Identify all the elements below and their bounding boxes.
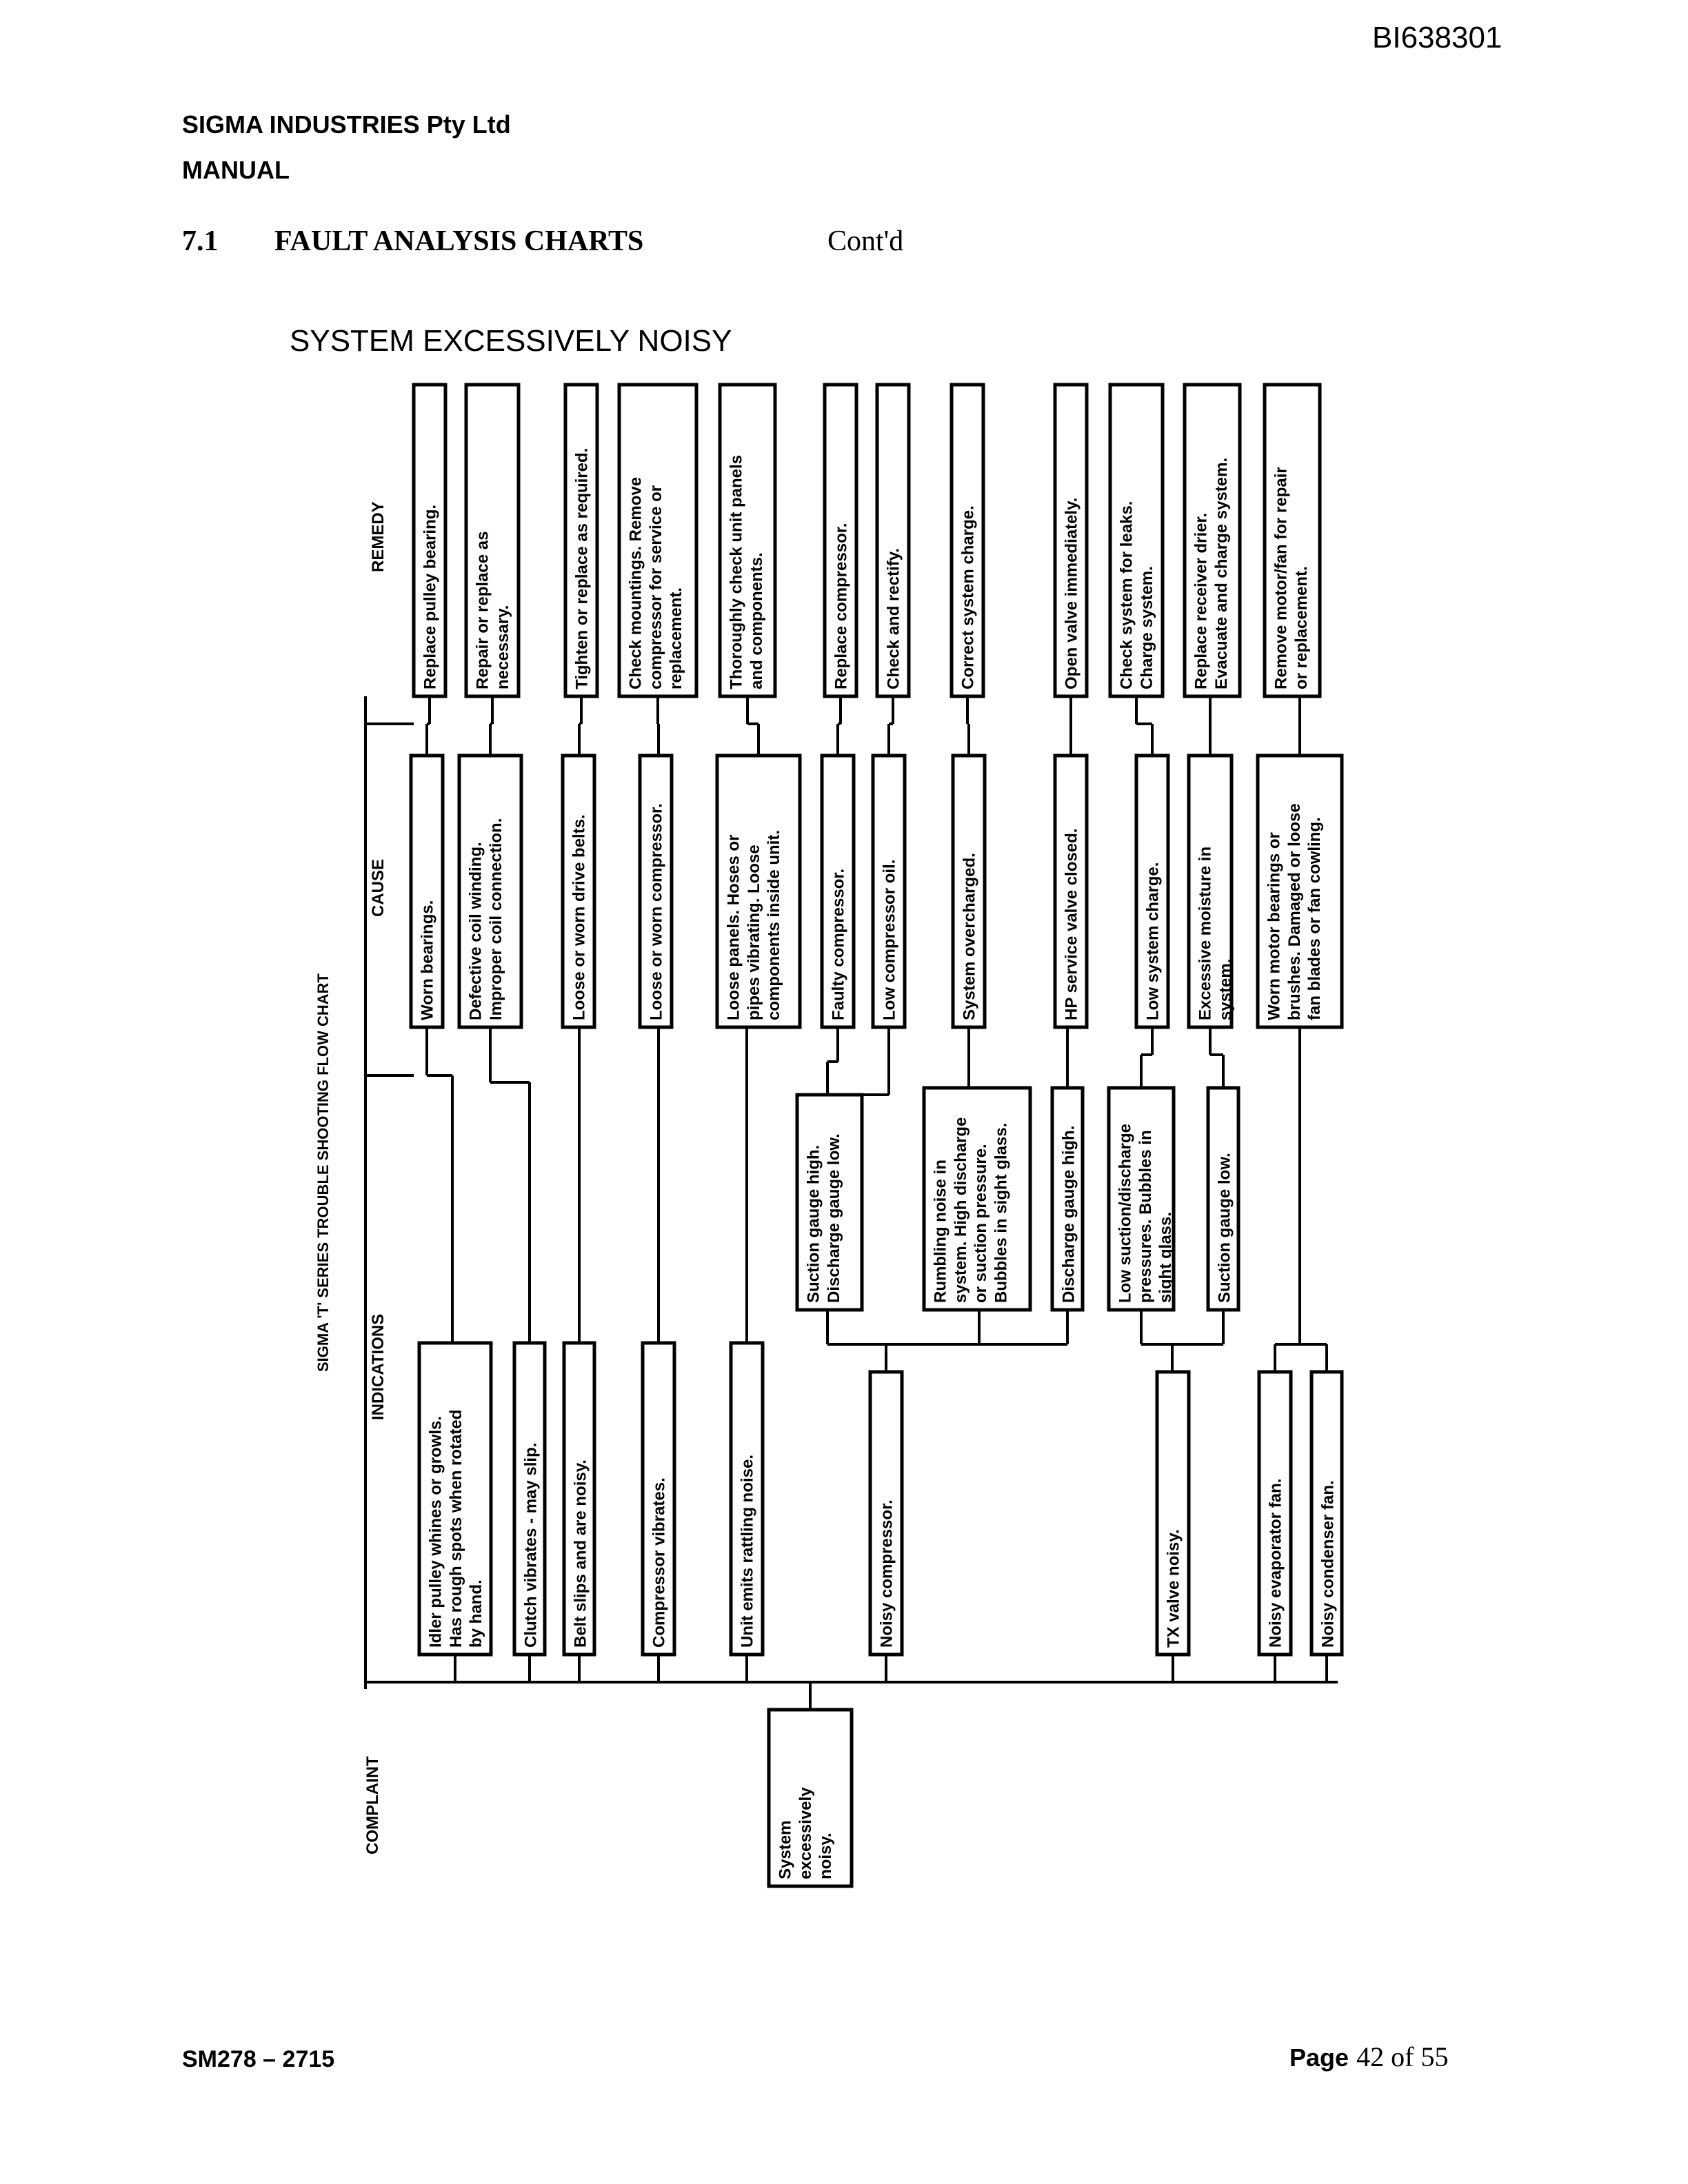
cause-box-4-line: Loose or worn compressor.	[647, 803, 666, 1020]
page-number: 42 of 55	[1356, 2041, 1449, 2072]
remedy-box-10	[1110, 385, 1163, 696]
cause-box-6	[822, 756, 854, 1027]
cause-box-3-line: Loose or worn drive belts.	[570, 814, 589, 1020]
complaint-box-line: excessively	[796, 1787, 815, 1879]
cause-box-7-line: Low compressor oil.	[880, 859, 899, 1020]
indication-box-2	[514, 1343, 545, 1655]
cause-box-2-line: Defective coil winding.	[466, 842, 485, 1020]
remedy-box-9-line: Open valve immediately.	[1062, 497, 1081, 689]
indication-box-4-line: Compressor vibrates.	[650, 1477, 669, 1648]
remedy-box-9	[1055, 385, 1087, 696]
sub-indication-box-3	[1052, 1088, 1083, 1310]
remedy-box-11-line: Evacuate and charge system.	[1212, 457, 1231, 689]
chart-items	[314, 385, 1342, 1886]
sub-indication-box-1-line: Suction gauge high.	[804, 1144, 823, 1303]
sub-indication-box-4	[1109, 1088, 1175, 1310]
sub-indication-box-2-line: or suction pressure.	[972, 1144, 991, 1303]
continued-label: Cont'd	[827, 225, 904, 257]
complaint-box-line: System	[776, 1820, 795, 1879]
sub-indication-box-2-line: Bubbles in sight glass.	[992, 1122, 1011, 1303]
indication-box-8	[1259, 1372, 1291, 1655]
remedy-box-10-line: Charge system.	[1137, 566, 1156, 689]
indication-box-6	[870, 1372, 902, 1655]
sub-indication-box-1	[797, 1095, 862, 1310]
indication-box-8-line: Noisy evaporator fan.	[1266, 1478, 1285, 1648]
cause-box-12-line: brushes. Damaged or loose	[1285, 803, 1304, 1020]
cause-box-6-line: Faulty compressor.	[829, 868, 848, 1020]
indication-box-6-line: Noisy compressor.	[877, 1499, 896, 1648]
cause-box-11	[1189, 756, 1235, 1027]
sub-indication-box-2-line: Rumbling noise in	[931, 1160, 950, 1303]
remedy-box-6-line: Replace compressor.	[832, 523, 851, 689]
remedy-box-2-line: necessary.	[493, 605, 512, 689]
indication-box-7	[1157, 1372, 1189, 1655]
indication-box-1-line: by hand.	[467, 1579, 486, 1648]
remedy-box-12	[1265, 385, 1320, 696]
indication-box-3	[564, 1343, 594, 1655]
remedy-box-7	[877, 385, 909, 696]
cause-box-8-line: System overcharged.	[960, 853, 979, 1020]
remedy-box-5-line: and components.	[747, 552, 766, 689]
cause-box-7	[873, 756, 905, 1027]
column-heading-indications: INDICATIONS	[369, 1313, 388, 1420]
cause-box-11-line: system.	[1216, 958, 1235, 1020]
footer-page	[1289, 2041, 1449, 2073]
remedy-box-8-line: Correct system charge.	[958, 505, 978, 689]
remedy-box-11	[1185, 385, 1240, 696]
complaint-box-line: noisy.	[816, 1832, 836, 1879]
cause-box-3	[563, 756, 594, 1027]
company-name: SIGMA INDUSTRIES Pty Ltd	[182, 110, 511, 139]
remedy-box-4-line: compressor for service or	[646, 485, 665, 689]
remedy-box-5	[720, 385, 775, 696]
cause-box-2	[459, 756, 521, 1027]
indication-box-5-line: Unit emits rattling noise.	[738, 1454, 757, 1648]
remedy-box-3	[565, 385, 597, 696]
cause-box-1	[411, 756, 443, 1027]
cause-box-5-line: Loose panels. Hoses or	[724, 834, 743, 1020]
page-word: Page	[1289, 2043, 1349, 2072]
column-heading-complaint: COMPLAINT	[363, 1756, 382, 1854]
cause-box-11-line: Excessive moisture in	[1196, 846, 1215, 1020]
remedy-box-2-line: Repair or replace as	[473, 531, 492, 689]
remedy-box-12-line: or replacement.	[1292, 566, 1311, 689]
indication-box-1-line: Idler pulley whines or growls.	[426, 1415, 445, 1648]
remedy-box-4-line: replacement.	[667, 587, 686, 689]
cause-box-12	[1258, 756, 1342, 1027]
remedy-box-5-line: Thoroughly check unit panels	[727, 454, 746, 689]
indication-box-3-line: Belt slips and are noisy.	[571, 1459, 590, 1648]
cause-box-9	[1055, 756, 1087, 1027]
remedy-box-2	[466, 385, 519, 696]
remedy-box-1-line: Replace pulley bearing.	[421, 504, 440, 689]
remedy-box-6	[825, 385, 856, 696]
chart-title: SIGMA 'T' SERIES TROUBLE SHOOTING FLOW CHART	[314, 973, 332, 1372]
remedy-box-3-line: Tighten or replace as required.	[572, 447, 592, 689]
cause-box-1-line: Worn bearings.	[418, 900, 437, 1020]
indication-box-9-line: Noisy condenser fan.	[1318, 1480, 1338, 1648]
cause-box-4	[640, 756, 672, 1027]
section-number: 7.1	[182, 225, 219, 257]
remedy-box-1	[414, 385, 445, 696]
cause-box-5-line: pipes vibrating. Loose	[744, 845, 763, 1020]
cause-box-2-line: Improper coil connection.	[486, 818, 505, 1020]
sub-indication-box-4-line: sight glass.	[1156, 1211, 1176, 1303]
cause-box-10	[1136, 756, 1168, 1027]
indication-box-4	[643, 1343, 674, 1655]
indication-box-1	[419, 1343, 491, 1655]
remedy-box-4	[619, 385, 696, 696]
sub-indication-box-3-line: Discharge gauge high.	[1059, 1125, 1078, 1303]
sub-indication-box-5	[1208, 1088, 1238, 1310]
remedy-box-10-line: Check system for leaks.	[1117, 501, 1136, 689]
cause-box-5	[717, 756, 800, 1027]
sub-indication-box-2-line: system. High discharge	[951, 1117, 970, 1303]
cause-box-10-line: Low system charge.	[1143, 862, 1163, 1020]
remedy-box-7-line: Check and rectify.	[884, 548, 903, 689]
cause-box-5-line: components inside unit.	[765, 829, 784, 1020]
indication-box-5	[731, 1343, 763, 1655]
sub-indication-box-1-line: Discharge gauge low.	[824, 1133, 843, 1303]
cause-box-9-line: HP service valve closed.	[1062, 828, 1081, 1020]
system-title: SYSTEM EXCESSIVELY NOISY	[290, 324, 732, 358]
sub-indication-box-2	[924, 1088, 1030, 1310]
indication-box-9	[1312, 1372, 1342, 1655]
remedy-box-4-line: Check mountings. Remove	[626, 476, 645, 689]
footer-doc-code: SM278 – 2715	[182, 2046, 335, 2072]
cause-box-12-line: fan blades or fan cowling.	[1305, 817, 1325, 1020]
document-id: BI638301	[1372, 21, 1503, 54]
remedy-box-8	[952, 385, 983, 696]
complaint-box	[769, 1710, 852, 1886]
column-heading-cause: CAUSE	[369, 858, 388, 917]
sub-indication-box-5-line: Suction gauge low.	[1215, 1153, 1234, 1303]
column-heading-remedy: REMEDY	[369, 501, 388, 572]
cause-box-12-line: Worn motor bearings or	[1265, 832, 1284, 1020]
indication-box-1-line: Has rough spots when rotated	[446, 1409, 465, 1648]
manual-label: MANUAL	[182, 156, 290, 184]
section-title: FAULT ANALYSIS CHARTS	[274, 225, 644, 257]
cause-box-8	[953, 756, 985, 1027]
indication-box-2-line: Clutch vibrates - may slip.	[521, 1442, 541, 1648]
sub-indication-box-4-line: Low suction/discharge	[1116, 1123, 1135, 1303]
indication-box-7-line: TX valve noisy.	[1164, 1529, 1183, 1648]
sub-indication-box-4-line: pressures. Bubbles in	[1136, 1130, 1155, 1303]
remedy-box-12-line: Remove motor/fan for repair	[1272, 467, 1291, 689]
remedy-box-11-line: Replace receiver drier.	[1192, 512, 1211, 689]
